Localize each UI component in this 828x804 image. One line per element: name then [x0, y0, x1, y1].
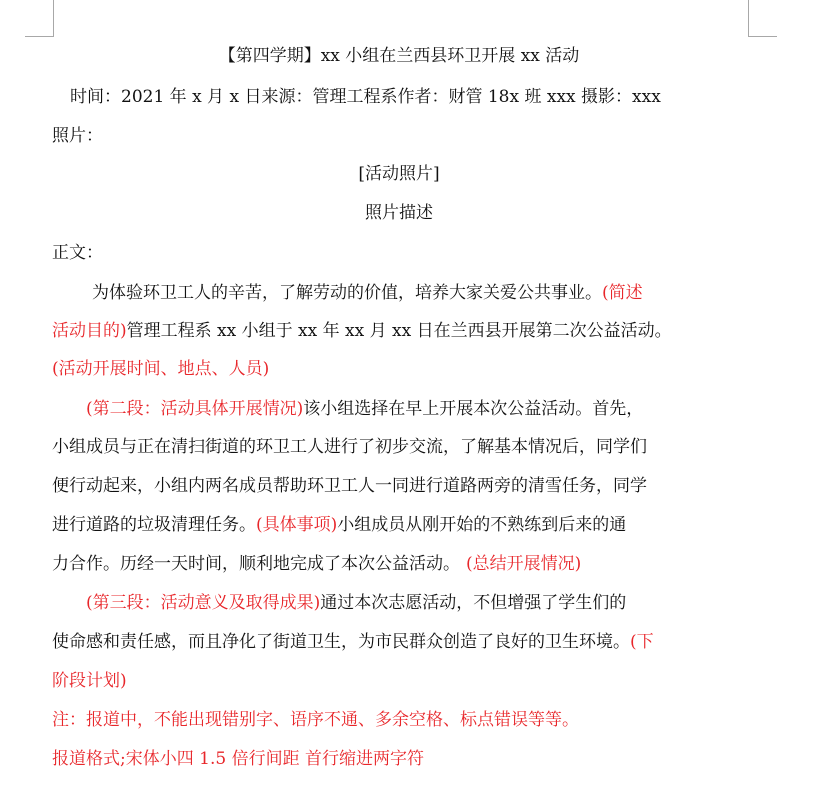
instruction-note: (下 — [630, 632, 654, 652]
paragraph-text: 进行道路的垃圾清理任务。 — [52, 515, 256, 535]
body-label: 正文： — [52, 243, 103, 263]
paragraph-text: 管理工程系 xx 小组于 xx 年 xx 月 xx 日在兰西县开展第二次公益活动。 — [126, 321, 672, 341]
paragraph-2-line-2: 小组成员与正在清扫街道的环卫工人进行了初步交流，了解基本情况后，同学们 — [52, 437, 647, 457]
instruction-note: (第三段：活动意义及取得成果) — [86, 593, 321, 613]
margin-mark — [0, 675, 5, 681]
paragraph-3-line-2 — [52, 631, 654, 653]
instruction-note: (总结开展情况) — [466, 554, 582, 574]
paragraph-text: 为体验环卫工人的辛苦，了解劳动的价值，培养大家关爱公共事业。 — [92, 283, 602, 303]
paragraph-text: 小组成员从刚开始的不熟练到后来的通 — [337, 515, 627, 535]
paragraph-1-line-2 — [52, 320, 672, 342]
note-line: 注：报道中，不能出现错别字、语序不通、多余空格、标点错误等等。 — [52, 710, 579, 730]
paragraph-2-line-1 — [86, 398, 643, 420]
paragraph-3-line-1 — [86, 592, 626, 614]
paragraph-text: 通过本次志愿活动，不但增强了学生们的 — [320, 593, 627, 613]
instruction-note: (活动开展时间、地点、人员) — [52, 359, 270, 379]
document-title: 【第四学期】xx 小组在兰西县环卫开展 xx 活动 — [218, 46, 580, 66]
instruction-note: (第二段：活动具体开展情况) — [86, 399, 304, 419]
paragraph-text: 该小组选择在早上开展本次公益活动。首先， — [303, 399, 644, 419]
paragraph-2-line-3: 便行动起来，小组内两名成员帮助环卫工人一同进行道路两旁的清雪任务，同学 — [52, 476, 647, 496]
document-meta: 时间：2021 年 x 月 x 日来源：管理工程系作者：财管 18x 班 xxx 摄影：xxx — [70, 87, 661, 107]
paragraph-text: 力合作。历经一天时间，顺利地完成了本次公益活动。 — [52, 554, 460, 574]
photo-label: 照片： — [52, 126, 103, 146]
instruction-note: (简述 — [602, 283, 643, 303]
photo-caption: 照片描述 — [365, 203, 433, 223]
paragraph-2-line-4 — [52, 514, 626, 536]
instruction-note: (具体事项) — [256, 515, 338, 535]
page-corner-top-left — [25, 0, 54, 37]
paragraph-2-line-5 — [52, 553, 581, 575]
paragraph-1-line-1 — [92, 282, 643, 304]
paragraph-text: 使命感和责任感，而且净化了街道卫生，为市民群众创造了良好的卫生环境。 — [52, 632, 630, 652]
instruction-note: 活动目的) — [52, 321, 127, 341]
page-corner-top-right — [748, 0, 777, 37]
instruction-note: 阶段计划) — [52, 671, 127, 691]
photo-placeholder: [活动照片] — [358, 164, 440, 184]
format-line: 报道格式;宋体小四 1.5 倍行间距 首行缩进两字符 — [52, 749, 424, 769]
